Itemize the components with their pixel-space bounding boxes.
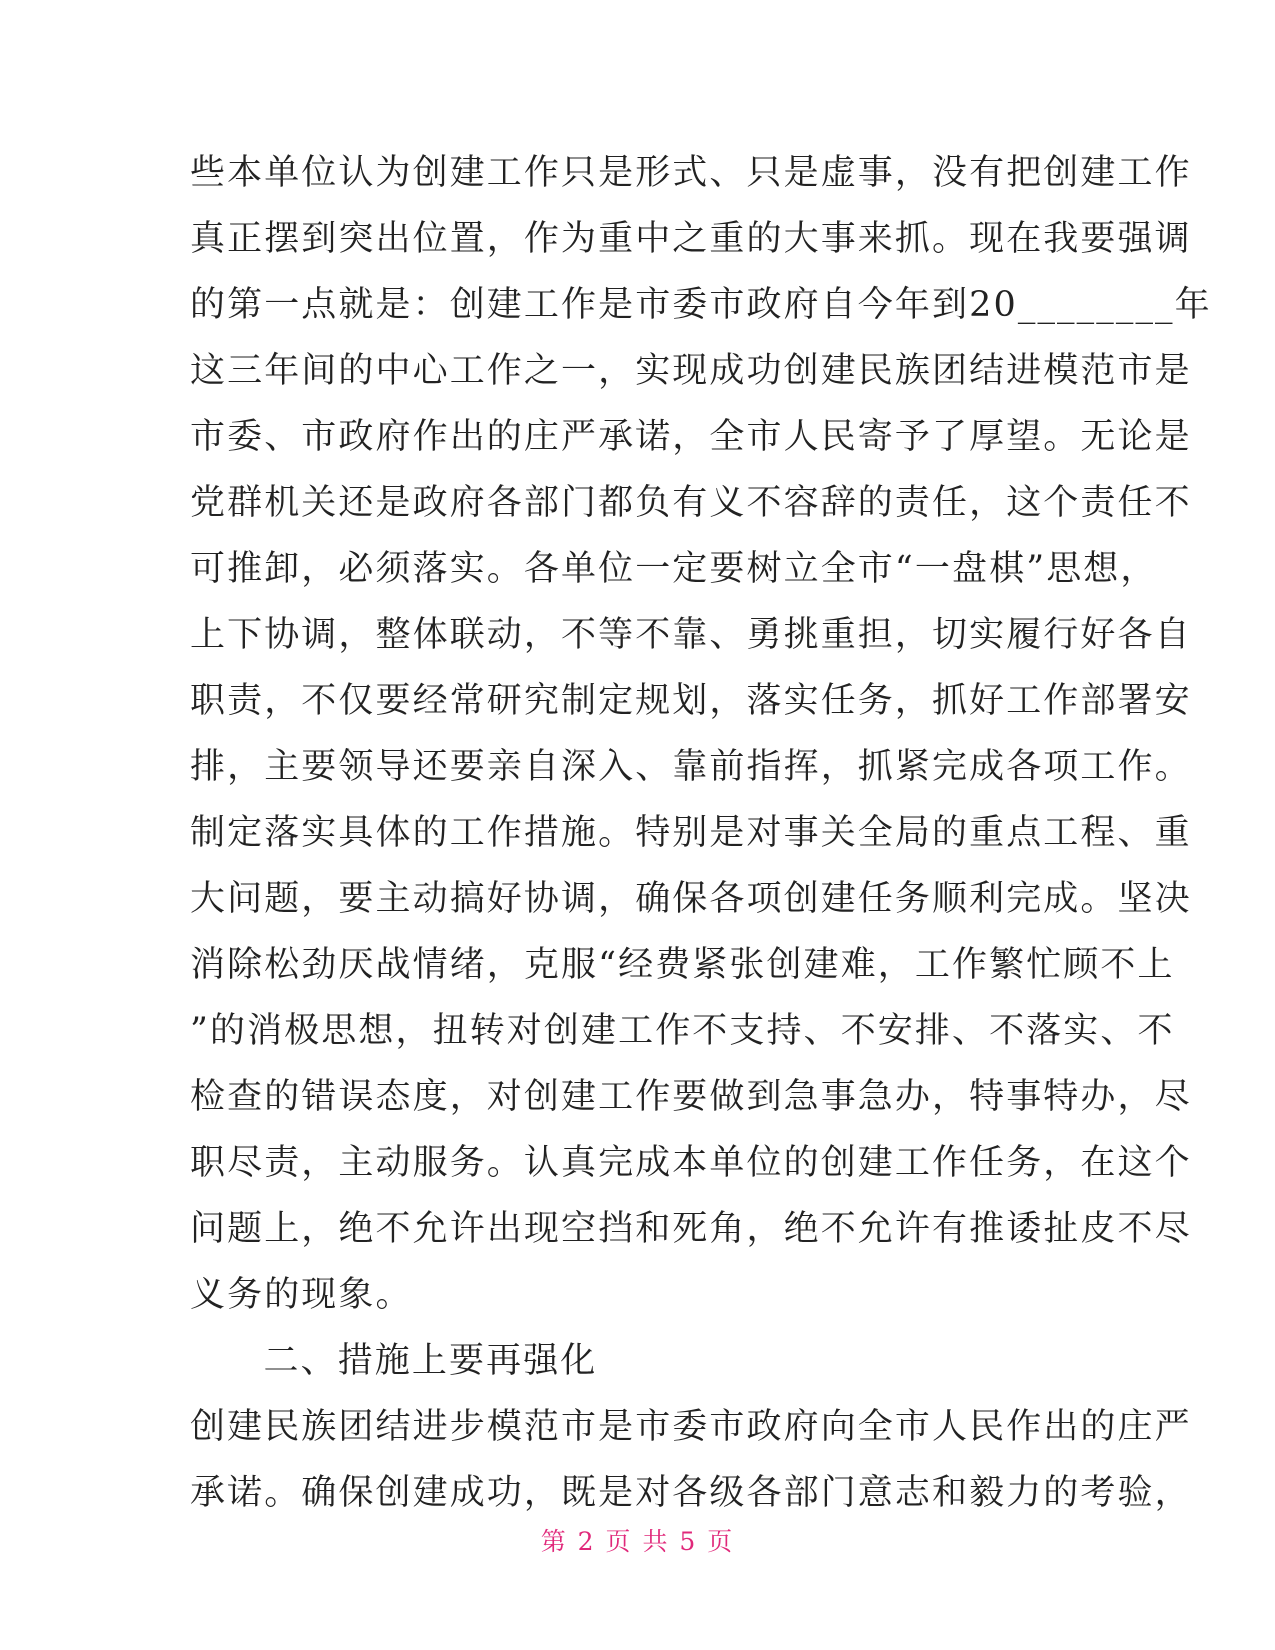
text-line: 义务的现象。 bbox=[190, 1275, 413, 1315]
text-line: 创建民族团结进步模范市是市委市政府向全市人民作出的庄严 bbox=[190, 1407, 1192, 1447]
text-line: 问题上，绝不允许出现空挡和死角，绝不允许有推诿扯皮不尽 bbox=[190, 1209, 1192, 1249]
text-line: 制定落实具体的工作措施。特别是对事关全局的重点工程、重 bbox=[190, 813, 1192, 853]
text-line: ”的消极思想，扭转对创建工作不支持、不安排、不落实、不 bbox=[190, 1011, 1175, 1051]
text-line: 真正摆到突出位置，作为重中之重的大事来抓。现在我要强调 bbox=[190, 219, 1192, 259]
text-line: 消除松劲厌战情绪，克服“经费紧张创建难，工作繁忙顾不上 bbox=[190, 945, 1175, 985]
text-line: 这三年间的中心工作之一，实现成功创建民族团结进模范市是 bbox=[190, 351, 1192, 391]
text-line: 职责，不仅要经常研究制定规划，落实任务，抓好工作部署安 bbox=[190, 681, 1192, 721]
document-body bbox=[190, 140, 1212, 1526]
text-line: 承诺。确保创建成功，既是对各级各部门意志和毅力的考验， bbox=[190, 1473, 1192, 1513]
section-heading: 二、措施上要再强化 bbox=[263, 1341, 598, 1381]
text-line: 职尽责，主动服务。认真完成本单位的创建工作任务，在这个 bbox=[190, 1143, 1192, 1183]
text-line: 些本单位认为创建工作只是形式、只是虚事，没有把创建工作 bbox=[190, 153, 1192, 193]
text-line: 的第一点就是：创建工作是市委市政府自今年到20________年 bbox=[190, 285, 1212, 325]
text-line: 排，主要领导还要亲自深入、靠前指挥，抓紧完成各项工作。 bbox=[190, 747, 1192, 787]
page-number-footer: 第 2 页 共 5 页 bbox=[540, 1527, 735, 1556]
text-line: 党群机关还是政府各部门都负有义不容辞的责任，这个责任不 bbox=[190, 483, 1192, 523]
text-line: 大问题，要主动搞好协调，确保各项创建任务顺利完成。坚决 bbox=[190, 879, 1192, 919]
text-line: 可推卸，必须落实。各单位一定要树立全市“一盘棋”思想， bbox=[190, 549, 1158, 589]
text-line: 市委、市政府作出的庄严承诺，全市人民寄予了厚望。无论是 bbox=[190, 417, 1192, 457]
text-line: 上下协调，整体联动，不等不靠、勇挑重担，切实履行好各自 bbox=[190, 615, 1192, 655]
text-line: 检查的错误态度，对创建工作要做到急事急办，特事特办，尽 bbox=[190, 1077, 1192, 1117]
